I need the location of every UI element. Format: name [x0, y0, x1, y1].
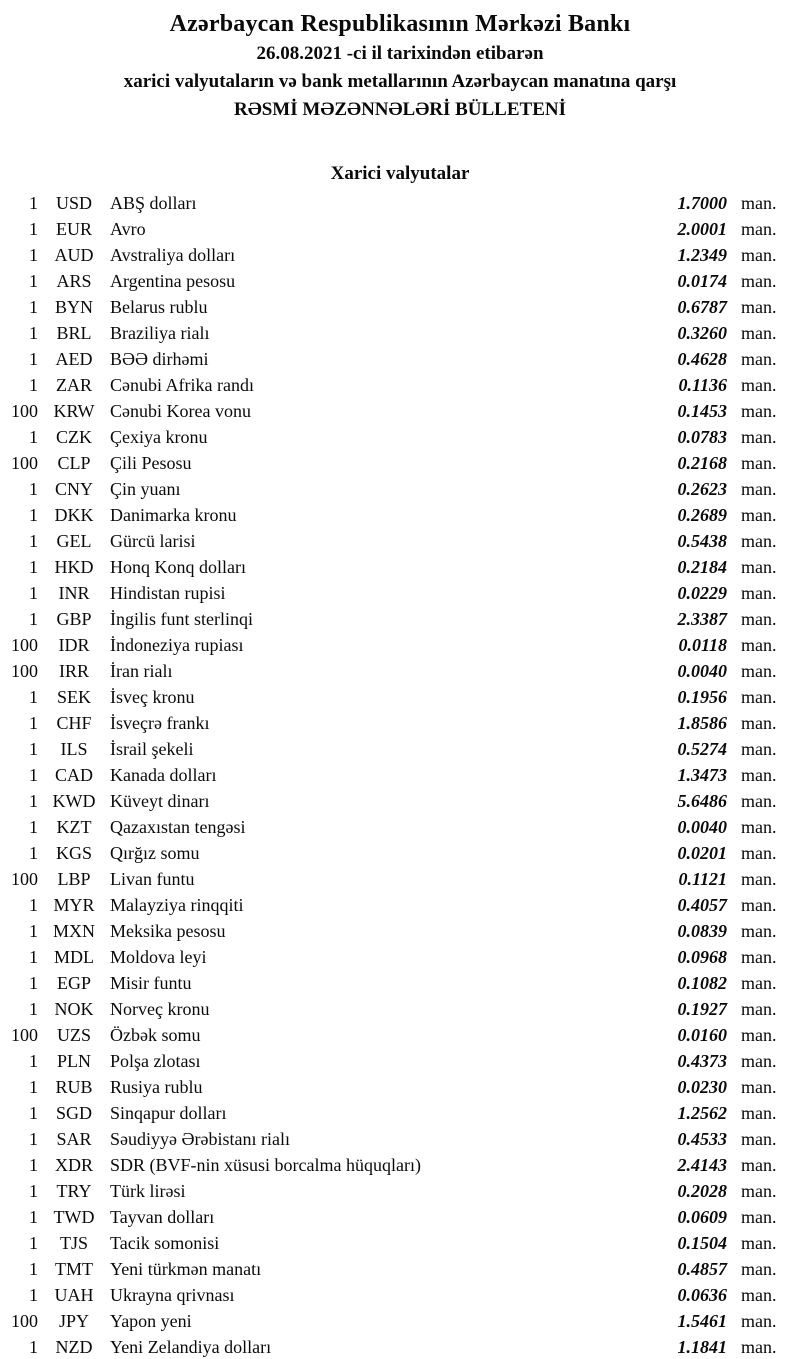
- manat-unit-label: man.: [741, 1129, 777, 1149]
- currency-name: Yeni türkmən manatı: [110, 1259, 262, 1279]
- nominal-value: 1: [29, 531, 38, 551]
- currency-name: Braziliya rialı: [110, 323, 210, 343]
- currency-name: Honq Konq dolları: [110, 557, 246, 577]
- currency-row: [0, 814, 800, 840]
- exchange-rate: 0.1927: [677, 999, 727, 1019]
- currency-row: [0, 944, 800, 970]
- nominal-value: 1: [29, 297, 38, 317]
- currency-name: İndoneziya rupiası: [110, 635, 244, 655]
- manat-unit-label: man.: [741, 1155, 777, 1175]
- exchange-rate: 1.2562: [677, 1103, 727, 1123]
- nominal-value: 1: [29, 947, 38, 967]
- manat-unit-label: man.: [741, 635, 777, 655]
- currency-code: IRR: [58, 661, 89, 681]
- currency-name: İngilis funt sterlinqi: [110, 609, 253, 629]
- currency-name: Avstraliya dolları: [110, 245, 236, 265]
- currency-code: ILS: [60, 739, 88, 759]
- currency-row: [0, 918, 800, 944]
- currency-name: Rusiya rublu: [110, 1077, 203, 1097]
- currency-name: Kanada dolları: [110, 765, 217, 785]
- nominal-value: 1: [29, 609, 38, 629]
- exchange-rate: 1.3473: [677, 765, 727, 785]
- currency-code: CHF: [56, 713, 92, 733]
- nominal-value: 1: [29, 375, 38, 395]
- currency-name: Yapon yeni: [110, 1311, 192, 1331]
- nominal-value: 1: [29, 1285, 38, 1305]
- currency-code: BRL: [56, 323, 92, 343]
- manat-unit-label: man.: [741, 1285, 777, 1305]
- manat-unit-label: man.: [741, 687, 777, 707]
- currency-code: AUD: [54, 245, 94, 265]
- manat-unit-label: man.: [741, 557, 777, 577]
- exchange-rate: 0.2028: [677, 1181, 727, 1201]
- currency-code: PLN: [56, 1051, 91, 1071]
- currency-code: XDR: [54, 1155, 93, 1175]
- currency-code: TRY: [56, 1181, 92, 1201]
- currency-name: BƏƏ dirhəmi: [110, 349, 209, 369]
- currency-row: [0, 1074, 800, 1100]
- nominal-value: 1: [29, 349, 38, 369]
- currency-row: [0, 970, 800, 996]
- currency-code: ZAR: [56, 375, 92, 395]
- nominal-value: 1: [29, 193, 38, 213]
- currency-row: [0, 1048, 800, 1074]
- currency-code: CLP: [57, 453, 91, 473]
- exchange-rate: 0.0174: [677, 271, 727, 291]
- currency-name: Qırğız somu: [110, 843, 200, 863]
- nominal-value: 100: [11, 635, 38, 655]
- currency-name: Danimarka kronu: [110, 505, 237, 525]
- currency-row: [0, 1282, 800, 1308]
- manat-unit-label: man.: [741, 1337, 777, 1357]
- currency-code: NOK: [54, 999, 94, 1019]
- nominal-value: 1: [29, 1181, 38, 1201]
- exchange-rate: 0.4628: [677, 349, 727, 369]
- currency-name: Meksika pesosu: [110, 921, 226, 941]
- nominal-value: 1: [29, 687, 38, 707]
- nominal-value: 1: [29, 1155, 38, 1175]
- nominal-value: 1: [29, 583, 38, 603]
- exchange-rate: 1.1841: [677, 1337, 727, 1357]
- manat-unit-label: man.: [741, 375, 777, 395]
- exchange-rate: 0.3260: [677, 323, 727, 343]
- manat-unit-label: man.: [741, 193, 777, 213]
- currency-name: İsveç kronu: [110, 687, 195, 707]
- manat-unit-label: man.: [741, 1025, 777, 1045]
- nominal-value: 1: [29, 1077, 38, 1097]
- exchange-rate: 2.4143: [677, 1155, 727, 1175]
- manat-unit-label: man.: [741, 1103, 777, 1123]
- manat-unit-label: man.: [741, 817, 777, 837]
- nominal-value: 1: [29, 999, 38, 1019]
- currency-name: ABŞ dolları: [110, 193, 197, 213]
- currency-row: [0, 1126, 800, 1152]
- currency-name: Küveyt dinarı: [110, 791, 210, 811]
- exchange-rate: 1.8586: [677, 713, 727, 733]
- currency-name: İsveçrə frankı: [110, 713, 210, 733]
- nominal-value: 100: [11, 1025, 38, 1045]
- currency-code: TMT: [55, 1259, 93, 1279]
- currency-row: [0, 1178, 800, 1204]
- manat-unit-label: man.: [741, 765, 777, 785]
- manat-unit-label: man.: [741, 219, 777, 239]
- exchange-rate: 0.0118: [678, 635, 727, 655]
- currency-name: Avro: [110, 219, 146, 239]
- nominal-value: 1: [29, 271, 38, 291]
- currency-row: [0, 1308, 800, 1334]
- currency-row: [0, 294, 800, 320]
- nominal-value: 1: [29, 843, 38, 863]
- nominal-value: 1: [29, 505, 38, 525]
- manat-unit-label: man.: [741, 479, 777, 499]
- currency-code: KZT: [56, 817, 92, 837]
- currency-row: [0, 346, 800, 372]
- currency-code: IDR: [58, 635, 90, 655]
- currency-name: Belarus rublu: [110, 297, 208, 317]
- exchange-rate: 0.2168: [677, 453, 727, 473]
- exchange-rate: 2.0001: [677, 219, 727, 239]
- currency-row: [0, 684, 800, 710]
- currency-name: İsrail şekeli: [110, 739, 194, 759]
- currency-row: [0, 1022, 800, 1048]
- currency-code: MYR: [53, 895, 95, 915]
- currency-row: [0, 606, 800, 632]
- manat-unit-label: man.: [741, 609, 777, 629]
- exchange-rate: 0.0201: [677, 843, 727, 863]
- exchange-rate: 0.4857: [677, 1259, 727, 1279]
- exchange-rate: 0.0160: [677, 1025, 727, 1045]
- nominal-value: 1: [29, 1233, 38, 1253]
- nominal-value: 1: [29, 219, 38, 239]
- currency-row: [0, 528, 800, 554]
- subject-line: xarici valyutaların və bank metallarının Azərbaycan manatına qarşı: [123, 71, 677, 92]
- currency-row: [0, 1256, 800, 1282]
- exchange-rate: 0.0968: [677, 947, 727, 967]
- currency-row: [0, 1204, 800, 1230]
- currency-code: MDL: [54, 947, 94, 967]
- manat-unit-label: man.: [741, 999, 777, 1019]
- bank-name-title: Azərbaycan Respublikasının Mərkəzi Bankı: [169, 11, 631, 37]
- nominal-value: 1: [29, 817, 38, 837]
- nominal-value: 1: [29, 1051, 38, 1071]
- exchange-rate: 2.3387: [677, 609, 727, 629]
- currency-code: GEL: [56, 531, 92, 551]
- manat-unit-label: man.: [741, 349, 777, 369]
- currency-code: UZS: [56, 1025, 91, 1045]
- nominal-value: 100: [11, 401, 38, 421]
- currency-code: BYN: [54, 297, 93, 317]
- bulletin-header: [0, 8, 800, 124]
- manat-unit-label: man.: [741, 947, 777, 967]
- official-rates-bulletin-line: RƏSMİ MƏZƏNNƏLƏRİ BÜLLETENİ: [233, 99, 566, 120]
- currency-code: NZD: [55, 1337, 93, 1357]
- currency-row: [0, 1100, 800, 1126]
- currency-name: SDR (BVF-nin xüsusi borcalma hüquqları): [110, 1155, 421, 1175]
- currency-code: SGD: [55, 1103, 92, 1123]
- exchange-rate: 0.2689: [677, 505, 727, 525]
- currency-name: Cənubi Afrika randı: [110, 375, 254, 395]
- currency-row: [0, 372, 800, 398]
- currency-row: [0, 580, 800, 606]
- exchange-rate: 5.6486: [677, 791, 727, 811]
- exchange-rate: 0.0229: [677, 583, 727, 603]
- exchange-rate: 0.1082: [677, 973, 727, 993]
- currency-code: ARS: [56, 271, 92, 291]
- currency-name: Özbək somu: [110, 1025, 201, 1045]
- currency-code: TWD: [53, 1207, 95, 1227]
- currency-code: USD: [55, 193, 92, 213]
- currency-name: Gürcü larisi: [110, 531, 196, 551]
- currency-code: KRW: [53, 401, 95, 421]
- manat-unit-label: man.: [741, 921, 777, 941]
- exchange-rate: 0.2623: [677, 479, 727, 499]
- currency-code: SEK: [56, 687, 91, 707]
- currency-row: [0, 736, 800, 762]
- currency-name: Moldova leyi: [110, 947, 207, 967]
- exchange-rate: 0.5438: [677, 531, 727, 551]
- currency-row: [0, 1230, 800, 1256]
- currency-code: HKD: [54, 557, 94, 577]
- nominal-value: 100: [11, 661, 38, 681]
- manat-unit-label: man.: [741, 713, 777, 733]
- currency-row: [0, 762, 800, 788]
- currency-name: Malayziya rinqqiti: [110, 895, 244, 915]
- nominal-value: 1: [29, 1207, 38, 1227]
- currency-row: [0, 710, 800, 736]
- exchange-rate: 0.0040: [677, 817, 727, 837]
- currency-row: [0, 996, 800, 1022]
- manat-unit-label: man.: [741, 895, 777, 915]
- manat-unit-label: man.: [741, 453, 777, 473]
- currency-code: EGP: [56, 973, 91, 993]
- manat-unit-label: man.: [741, 505, 777, 525]
- exchange-rate: 0.6787: [677, 297, 727, 317]
- currency-code: UAH: [54, 1285, 94, 1305]
- currency-rates-table: [0, 190, 800, 1359]
- currency-row: [0, 450, 800, 476]
- currency-name: Argentina pesosu: [110, 271, 236, 291]
- manat-unit-label: man.: [741, 1077, 777, 1097]
- currency-code: SAR: [56, 1129, 92, 1149]
- currency-row: [0, 554, 800, 580]
- exchange-rate: 0.5274: [677, 739, 727, 759]
- exchange-rate: 0.1136: [678, 375, 727, 395]
- currency-code: EUR: [56, 219, 92, 239]
- currency-name: Qazaxıstan tengəsi: [110, 817, 246, 837]
- exchange-rate: 0.4057: [677, 895, 727, 915]
- currency-code: GBP: [56, 609, 92, 629]
- nominal-value: 1: [29, 557, 38, 577]
- manat-unit-label: man.: [741, 1207, 777, 1227]
- currency-code: CAD: [54, 765, 93, 785]
- manat-unit-label: man.: [741, 739, 777, 759]
- nominal-value: 1: [29, 765, 38, 785]
- exchange-rate: 0.1121: [678, 869, 727, 889]
- nominal-value: 1: [29, 1259, 38, 1279]
- exchange-rate: 1.2349: [677, 245, 727, 265]
- exchange-rate: 0.0040: [677, 661, 727, 681]
- currency-code: INR: [58, 583, 90, 603]
- currency-name: Çexiya kronu: [110, 427, 208, 447]
- currency-code: KWD: [52, 791, 96, 811]
- currency-name: Norveç kronu: [110, 999, 210, 1019]
- exchange-rate: 1.5461: [677, 1311, 727, 1331]
- currency-row: [0, 476, 800, 502]
- currency-name: Ukrayna qrivnası: [110, 1285, 235, 1305]
- exchange-rate: 0.0783: [677, 427, 727, 447]
- currency-row: [0, 840, 800, 866]
- manat-unit-label: man.: [741, 1051, 777, 1071]
- currency-row: [0, 268, 800, 294]
- currency-code: CNY: [54, 479, 93, 499]
- currency-code: JPY: [58, 1311, 89, 1331]
- currency-row: [0, 502, 800, 528]
- currency-name: Çin yuanı: [110, 479, 181, 499]
- manat-unit-label: man.: [741, 271, 777, 291]
- currency-name: Çili Pesosu: [110, 453, 192, 473]
- currency-name: Misir funtu: [110, 973, 192, 993]
- nominal-value: 1: [29, 895, 38, 915]
- exchange-rate: 0.1956: [677, 687, 727, 707]
- currency-row: [0, 216, 800, 242]
- manat-unit-label: man.: [741, 401, 777, 421]
- currency-code: KGS: [55, 843, 92, 863]
- currency-name: Tacik somonisi: [110, 1233, 220, 1253]
- nominal-value: 100: [11, 1311, 38, 1331]
- nominal-value: 1: [29, 973, 38, 993]
- currency-row: [0, 1334, 800, 1359]
- nominal-value: 100: [11, 453, 38, 473]
- exchange-rate: 0.4373: [677, 1051, 727, 1071]
- currency-name: Yeni Zelandiya dolları: [110, 1337, 272, 1357]
- currency-row: [0, 788, 800, 814]
- effective-date-line: 26.08.2021 -ci il tarixindən etibarən: [256, 43, 544, 64]
- manat-unit-label: man.: [741, 531, 777, 551]
- manat-unit-label: man.: [741, 323, 777, 343]
- nominal-value: 1: [29, 245, 38, 265]
- currency-row: [0, 320, 800, 346]
- nominal-value: 1: [29, 427, 38, 447]
- manat-unit-label: man.: [741, 791, 777, 811]
- currency-name: Hindistan rupisi: [110, 583, 226, 603]
- nominal-value: 100: [11, 869, 38, 889]
- currency-row: [0, 892, 800, 918]
- nominal-value: 1: [29, 1103, 38, 1123]
- nominal-value: 1: [29, 921, 38, 941]
- currency-row: [0, 866, 800, 892]
- manat-unit-label: man.: [741, 1311, 777, 1331]
- section-title-foreign-currencies: Xarici valyutalar: [330, 163, 470, 184]
- manat-unit-label: man.: [741, 1181, 777, 1201]
- currency-name: Livan funtu: [110, 869, 195, 889]
- nominal-value: 1: [29, 1129, 38, 1149]
- manat-unit-label: man.: [741, 297, 777, 317]
- currency-name: Tayvan dolları: [110, 1207, 215, 1227]
- manat-unit-label: man.: [741, 661, 777, 681]
- currency-name: Türk lirəsi: [110, 1181, 186, 1201]
- manat-unit-label: man.: [741, 583, 777, 603]
- currency-name: İran rialı: [110, 661, 173, 681]
- manat-unit-label: man.: [741, 843, 777, 863]
- currency-row: [0, 632, 800, 658]
- manat-unit-label: man.: [741, 973, 777, 993]
- currency-row: [0, 658, 800, 684]
- nominal-value: 1: [29, 791, 38, 811]
- currency-code: RUB: [55, 1077, 93, 1097]
- exchange-rate: 0.0839: [677, 921, 727, 941]
- exchange-rate: 0.1453: [677, 401, 727, 421]
- currency-row: [0, 1152, 800, 1178]
- currency-row: [0, 424, 800, 450]
- exchange-rate: 0.4533: [677, 1129, 727, 1149]
- currency-code: TJS: [59, 1233, 88, 1253]
- manat-unit-label: man.: [741, 245, 777, 265]
- manat-unit-label: man.: [741, 1259, 777, 1279]
- currency-name: Sinqapur dolları: [110, 1103, 227, 1123]
- currency-code: DKK: [54, 505, 94, 525]
- currency-code: AED: [55, 349, 93, 369]
- manat-unit-label: man.: [741, 869, 777, 889]
- nominal-value: 1: [29, 1337, 38, 1357]
- exchange-rate: 0.0609: [677, 1207, 727, 1227]
- nominal-value: 1: [29, 713, 38, 733]
- nominal-value: 1: [29, 479, 38, 499]
- exchange-rate: 0.2184: [677, 557, 727, 577]
- currency-name: Polşa zlotası: [110, 1051, 201, 1071]
- currency-row: [0, 190, 800, 216]
- currency-row: [0, 398, 800, 424]
- currency-name: Cənubi Korea vonu: [110, 401, 251, 421]
- exchange-rate: 0.0230: [677, 1077, 727, 1097]
- currency-code: LBP: [57, 869, 91, 889]
- exchange-rate: 0.0636: [677, 1285, 727, 1305]
- currency-name: Səudiyyə Ərəbistanı rialı: [110, 1129, 290, 1149]
- manat-unit-label: man.: [741, 1233, 777, 1253]
- manat-unit-label: man.: [741, 427, 777, 447]
- currency-code: MXN: [52, 921, 95, 941]
- exchange-rate: 1.7000: [677, 193, 727, 213]
- currency-row: [0, 242, 800, 268]
- exchange-rate: 0.1504: [677, 1233, 727, 1253]
- nominal-value: 1: [29, 739, 38, 759]
- nominal-value: 1: [29, 323, 38, 343]
- currency-code: CZK: [56, 427, 92, 447]
